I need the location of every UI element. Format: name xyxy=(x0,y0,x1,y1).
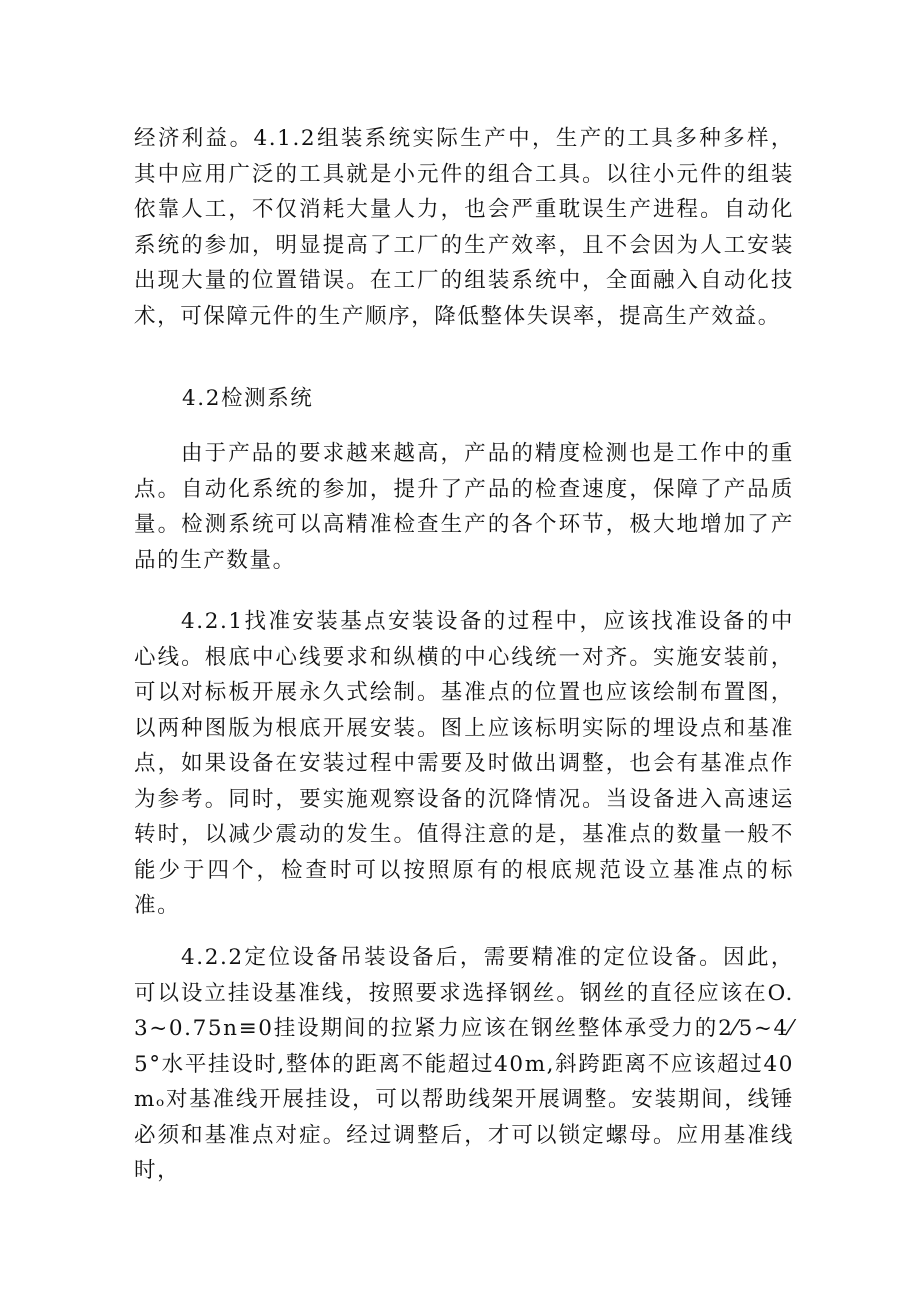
section-heading-detection-system: 4.2检测系统 xyxy=(182,386,314,411)
paragraph-assembly-system: 经济利益。4.1.2组装系统实际生产中，生产的工具多种多样，其中应用广泛的工具就是小元件的组合工具。以往小元件的组装依靠人工，不仅消耗大量人力，也会严重耽误生产进程。自动化系统的参加，明显提高了工厂的生产效率，且不会因为人工安装出现大量的位置错误。在工厂的组装系统中，全面融入自动化技术，可保障元件的生产顺序，降低整体失误率，提高生产效益。 xyxy=(134,126,794,329)
paragraph-positioning-equipment: 4.2.2定位设备吊装设备后，需要精准的定位设备。因此，可以设立挂设基准线，按照要求选择钢丝。钢丝的直径应该在O.3~0.75n≡0挂设期间的拉紧力应该在钢丝整体承受力的2⁄5~4⁄5°水平挂设时,整体的距离不能超过40m,斜跨距离不应该超过40mₒ对基准线开展挂设，可以帮助线架开展调整。安装期间，线锤必须和基准点对症。经过调整后，才可以锁定螺母。应用基准线时， xyxy=(134,945,794,1183)
paragraph-detection-intro: 由于产品的要求越来越高，产品的精度检测也是工作中的重点。自动化系统的参加，提升了产品的检查速度，保障了产品质量。检测系统可以高精准检查生产的各个环节，极大地增加了产品的生产数量。 xyxy=(134,441,794,573)
paragraph-datum-point: 4.2.1找准安装基点安装设备的过程中，应该找准设备的中心线。根底中心线要求和纵横的中心线统一对齐。实施安装前，可以对标板开展永久式绘制。基准点的位置也应该绘制布置图，以两种图版为根底开展安装。图上应该标明实际的埋设点和基准点，如果设备在安装过程中需要及时做出调整，也会有基准点作为参考。同时，要实施观察设备的沉降情况。当设备进入高速运转时，以减少震动的发生。值得注意的是，基准点的数量一般不能少于四个，检查时可以按照原有的根底规范设立基准点的标准。 xyxy=(134,609,794,918)
